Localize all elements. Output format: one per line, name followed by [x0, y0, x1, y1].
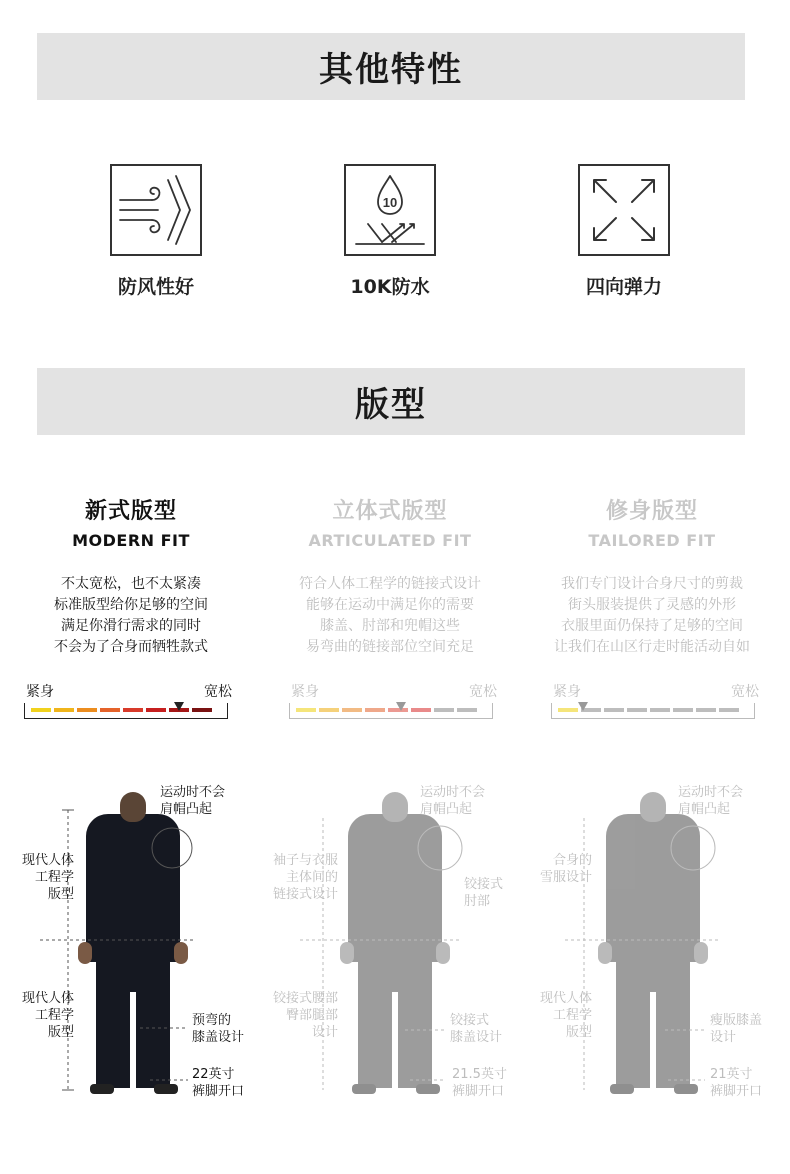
fit-tailored	[521, 494, 783, 658]
annotation-hem: 21.5英寸 裤脚开口	[452, 1067, 507, 1099]
scale-segment	[673, 708, 693, 712]
waterproof-icon	[344, 164, 436, 256]
fit-scale-tailored	[551, 681, 761, 727]
scale-segment	[192, 708, 212, 712]
annotation-lower: 铰接式腰部 臀部腿部 设计	[272, 991, 338, 1040]
scale-tight-label: 紧身	[26, 684, 54, 700]
fit-description-line: 能够在运动中满足你的需要	[306, 597, 474, 613]
scale-segment	[411, 708, 431, 712]
scale-segment	[627, 708, 647, 712]
scale-bar	[551, 703, 755, 719]
feature-waterproof	[280, 164, 500, 299]
feature-label: 防风性好	[117, 276, 194, 298]
fit-scale-articulated	[289, 681, 499, 727]
annotation-hem: 21英寸 裤脚开口	[710, 1067, 763, 1099]
scale-segment	[604, 708, 624, 712]
scale-marker	[396, 702, 406, 711]
scale-segment	[365, 708, 385, 712]
annotation-shoulder: 运动时不会 肩帽凸起	[678, 785, 744, 817]
wind-icon	[110, 164, 202, 256]
feature-stretch	[514, 164, 734, 299]
annotation-upper: 袖子与衣服 主体间的 链接式设计	[272, 853, 338, 902]
scale-loose-label: 宽松	[204, 684, 232, 700]
fit-description-line: 不会为了合身而牺牲款式	[54, 639, 208, 655]
fit-description-line: 街头服装提供了灵感的外形	[568, 597, 736, 613]
fit-description	[0, 574, 262, 658]
fit-description-line: 符合人体工程学的链接式设计	[299, 576, 481, 592]
scale-bar	[289, 703, 493, 719]
annotation-shoulder: 运动时不会 肩帽凸起	[160, 785, 226, 817]
scale-segment	[100, 708, 120, 712]
scale-segment	[434, 708, 454, 712]
fit-description-line: 膝盖、肘部和兜帽这些	[320, 618, 460, 634]
scale-segment	[650, 708, 670, 712]
annotation-knee: 铰接式 膝盖设计	[450, 1013, 503, 1045]
scale-segment	[123, 708, 143, 712]
annotation-lower: 现代人体 工程学 版型	[539, 991, 592, 1040]
scale-segment	[296, 708, 316, 712]
annotation-upper: 合身的 雪服设计	[539, 853, 592, 885]
scale-bar	[24, 703, 228, 719]
fit-name-cn: 新式版型	[84, 499, 177, 524]
feature-label: 四向弹力	[585, 276, 662, 298]
fit-description-line: 易弯曲的链接部位空间充足	[306, 639, 474, 655]
feature-windproof	[46, 164, 266, 299]
scale-segment	[342, 708, 362, 712]
fit-name-cn: 立体式版型	[332, 499, 448, 524]
scale-segment	[77, 708, 97, 712]
scale-segment	[146, 708, 166, 712]
feature-label: 10K防水	[350, 276, 430, 298]
waterproof-icon-text: 10	[382, 195, 398, 210]
scale-segment	[696, 708, 716, 712]
scale-loose-label: 宽松	[469, 684, 497, 700]
annotation-lower: 现代人体 工程学 版型	[21, 991, 74, 1040]
four-way-stretch-icon	[578, 164, 670, 256]
annotation-elbow: 铰接式 肘部	[464, 877, 504, 909]
fit-description	[521, 574, 783, 658]
annotation-hem: 22英寸 裤脚开口	[192, 1067, 245, 1099]
fit-description-line: 让我们在山区行走时能活动自如	[554, 639, 750, 655]
annotation-shoulder: 运动时不会 肩帽凸起	[420, 785, 486, 817]
fit-name-en: MODERN FIT	[72, 531, 190, 550]
annotation-upper: 现代人体 工程学 版型	[21, 853, 74, 902]
annotation-knee: 瘦版膝盖 设计	[710, 1013, 763, 1045]
scale-marker	[578, 702, 588, 711]
fit-section-title: 版型	[355, 385, 427, 425]
annotation-knee: 预弯的 膝盖设计	[192, 1013, 245, 1045]
fit-description-line: 不太宽松，也不太紧凑	[61, 576, 201, 592]
scale-segments	[296, 708, 477, 712]
fit-scale-modern	[24, 681, 234, 727]
fit-description-line: 标准版型给你足够的空间	[54, 597, 208, 613]
scale-tight-label: 紧身	[291, 684, 319, 700]
scale-segment	[319, 708, 339, 712]
features-section-banner	[37, 33, 745, 100]
fit-articulated	[259, 494, 521, 658]
fit-description-line: 我们专门设计合身尺寸的剪裁	[561, 576, 743, 592]
fit-name-en: TAILORED FIT	[588, 531, 716, 550]
scale-segment	[31, 708, 51, 712]
scale-segment	[457, 708, 477, 712]
scale-segments	[31, 708, 212, 712]
scale-tight-label: 紧身	[553, 684, 581, 700]
scale-segment	[54, 708, 74, 712]
fit-modern	[0, 494, 262, 658]
scale-segment	[558, 708, 578, 712]
features-section-title: 其他特性	[319, 50, 463, 90]
fit-description-line: 衣服里面仍保持了足够的空间	[561, 618, 743, 634]
fit-name-en: ARTICULATED FIT	[308, 531, 472, 550]
scale-loose-label: 宽松	[731, 684, 759, 700]
scale-segment	[719, 708, 739, 712]
fit-description	[259, 574, 521, 658]
scale-marker	[174, 702, 184, 711]
dimension-guides	[0, 780, 790, 1120]
fit-name-cn: 修身版型	[605, 499, 698, 524]
fit-description-line: 满足你滑行需求的同时	[61, 618, 201, 634]
fit-section-banner	[37, 368, 745, 435]
